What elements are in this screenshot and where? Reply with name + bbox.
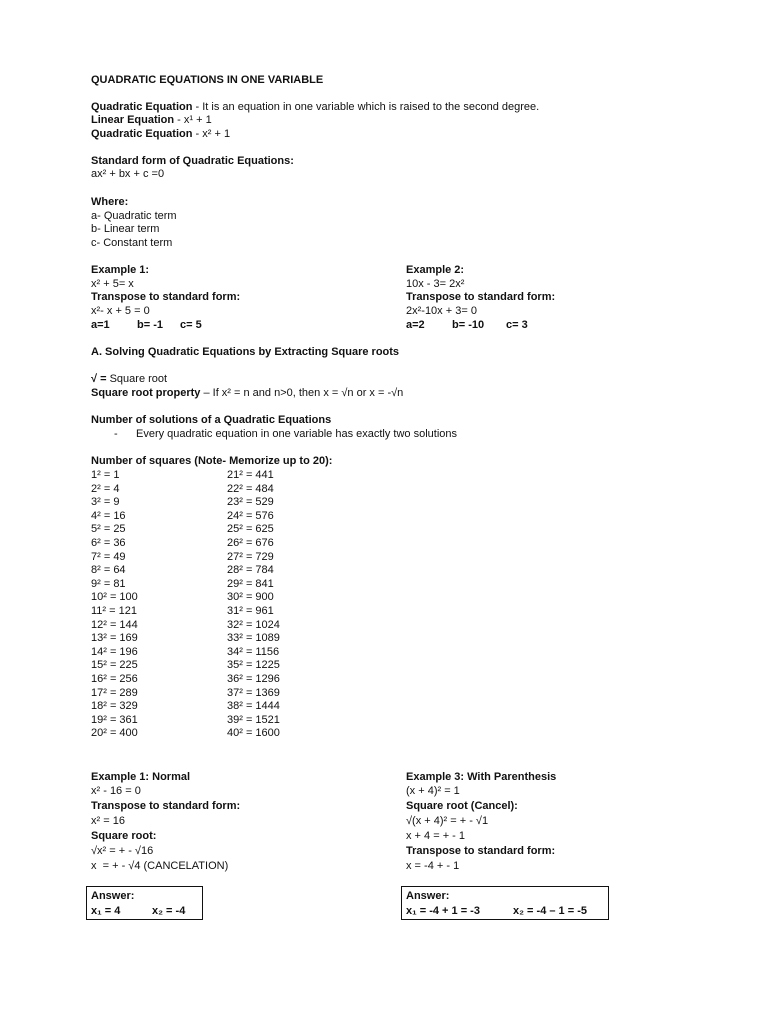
square-entry: 31² = 961: [227, 605, 274, 617]
solutions-text: Every quadratic equation in one variable has exactly two solutions: [136, 428, 458, 440]
example-1-a: a=1: [91, 319, 110, 331]
square-entry: 18² = 329: [91, 700, 138, 713]
square-entry: 11² = 121: [91, 605, 137, 617]
square-entry: 28² = 784: [227, 564, 274, 577]
square-entry: 27² = 729: [227, 550, 274, 563]
square-entry: 24² = 576: [227, 509, 274, 522]
example-1-c: c= 5: [180, 319, 202, 331]
example-normal-transpose: Transpose to standard form:: [91, 800, 241, 812]
example-paren-equation: (x + 4)² = 1: [406, 785, 460, 797]
where-item: b- Linear term: [91, 223, 160, 235]
example-1-transpose: Transpose to standard form:: [91, 291, 241, 303]
square-entry: 20² = 400: [91, 727, 138, 740]
square-entry: 4² = 16: [91, 509, 126, 522]
example-paren-sqrt-heading: Square root (Cancel):: [406, 800, 518, 812]
square-entry: 23² = 529: [227, 496, 274, 509]
square-entry: 12² = 144: [91, 618, 138, 631]
example-normal-result: x = + - √4 (CANCELATION): [91, 860, 229, 872]
example-paren-answer-label: Answer:: [406, 890, 450, 902]
square-entry: 10² = 100: [91, 591, 138, 604]
example-paren-transpose: Transpose to standard form:: [406, 845, 556, 857]
solutions-dash: -: [114, 428, 118, 440]
square-entry: 40² = 1600: [227, 727, 280, 740]
linear-text: - x¹ + 1: [174, 114, 212, 126]
definition-line: [91, 101, 539, 114]
example-1-standard: x²- x + 5 = 0: [91, 305, 150, 317]
example-1-equation: x² + 5= x: [91, 278, 134, 290]
example-1-b: b= -1: [137, 319, 163, 331]
standard-form-formula: ax² + bx + c =0: [91, 168, 165, 180]
square-entry: 3² = 9: [91, 496, 120, 509]
example-paren-result: x = -4 + - 1: [406, 860, 460, 872]
example-2-heading: Example 2:: [406, 264, 465, 276]
example-normal-equation: x² - 16 = 0: [91, 785, 141, 797]
square-entry: 14² = 196: [91, 645, 138, 658]
where-item: c- Constant term: [91, 237, 173, 249]
square-entry: 6² = 36: [91, 537, 126, 549]
linear-equation-line: [91, 114, 212, 127]
definition-term: Quadratic Equation: [91, 101, 193, 113]
square-entry: 25² = 625: [227, 523, 274, 536]
square-entry: 9² = 81: [91, 577, 126, 590]
linear-label: Linear Equation: [91, 114, 175, 126]
example-2-transpose: Transpose to standard form:: [406, 291, 556, 303]
example-normal-x2: x₂ = -4: [152, 905, 186, 917]
where-heading: Where:: [91, 196, 129, 208]
example-paren-x2: x₂ = -4 – 1 = -5: [513, 905, 587, 917]
example-2-a: a=2: [406, 319, 425, 331]
section-a-heading: A. Solving Quadratic Equations by Extracting Square roots: [91, 346, 400, 358]
square-entry: 15² = 225: [91, 659, 138, 672]
property-label: Square root property: [91, 387, 201, 399]
example-2-b: b= -10: [452, 319, 485, 331]
quadratic-equation-line: [91, 128, 230, 141]
square-entry: 2² = 4: [91, 482, 120, 495]
example-normal-heading: Example 1: Normal: [91, 771, 191, 783]
standard-form-heading: Standard form of Quadratic Equations:: [91, 155, 294, 167]
square-root-property-line: [91, 387, 403, 400]
example-paren-heading: Example 3: With Parenthesis: [406, 771, 557, 783]
square-entry: 30² = 900: [227, 591, 274, 604]
square-entry: 35² = 1225: [227, 659, 280, 672]
sqrt-symbol: √ =: [91, 373, 107, 385]
example-normal-sqrt-heading: Square root:: [91, 830, 157, 842]
example-normal-sqrt-line: √x² = + - √16: [91, 845, 154, 857]
example-1-heading: Example 1:: [91, 264, 150, 276]
quadratic-label: Quadratic Equation: [91, 128, 193, 140]
example-2-c: c= 3: [506, 319, 528, 331]
square-entry: 36² = 1296: [227, 673, 280, 685]
square-entry: 21² = 441: [227, 469, 274, 481]
example-paren-sqrt-line: √(x + 4)² = + - √1: [406, 815, 489, 827]
square-entry: 37² = 1369: [227, 686, 280, 699]
example-normal-standard: x² = 16: [91, 815, 125, 827]
square-entry: 16² = 256: [91, 673, 138, 685]
quadratic-text: - x² + 1: [192, 128, 231, 140]
sqrt-label: Square root: [106, 373, 168, 385]
example-normal-x1: x₁ = 4: [91, 905, 121, 917]
square-entry: 22² = 484: [227, 482, 274, 495]
definition-text: - It is an equation in one variable which is raised to the second degree.: [192, 101, 540, 113]
sqrt-definition-line: [91, 373, 167, 386]
square-entry: 34² = 1156: [227, 645, 280, 658]
example-paren-x1: x₁ = -4 + 1 = -3: [406, 905, 480, 917]
square-entry: 8² = 64: [91, 564, 126, 577]
square-entry: 19² = 361: [91, 713, 138, 726]
example-2-standard: 2x²-10x + 3= 0: [406, 305, 477, 317]
squares-heading: Number of squares (Note- Memorize up to 20):: [91, 455, 333, 467]
square-entry: 38² = 1444: [227, 700, 280, 713]
square-entry: 5² = 25: [91, 523, 126, 536]
property-text: – If x² = n and n>0, then x = √n or x = -√n: [200, 387, 404, 399]
square-entry: 39² = 1521: [227, 713, 280, 726]
example-2-equation: 10x - 3= 2x²: [406, 278, 465, 290]
where-item: a- Quadratic term: [91, 210, 177, 222]
square-entry: 7² = 49: [91, 550, 126, 563]
example-normal-answer-label: Answer:: [91, 890, 135, 902]
solutions-heading: Number of solutions of a Quadratic Equations: [91, 414, 332, 426]
square-entry: 26² = 676: [227, 537, 274, 549]
square-entry: 1² = 1: [91, 469, 120, 481]
square-entry: 32² = 1024: [227, 618, 280, 631]
example-paren-step: x + 4 = + - 1: [406, 830, 466, 842]
square-entry: 17² = 289: [91, 686, 138, 699]
page-title: QUADRATIC EQUATIONS IN ONE VARIABLE: [91, 74, 324, 86]
square-entry: 33² = 1089: [227, 632, 280, 645]
square-entry: 13² = 169: [91, 632, 138, 645]
square-entry: 29² = 841: [227, 577, 274, 590]
